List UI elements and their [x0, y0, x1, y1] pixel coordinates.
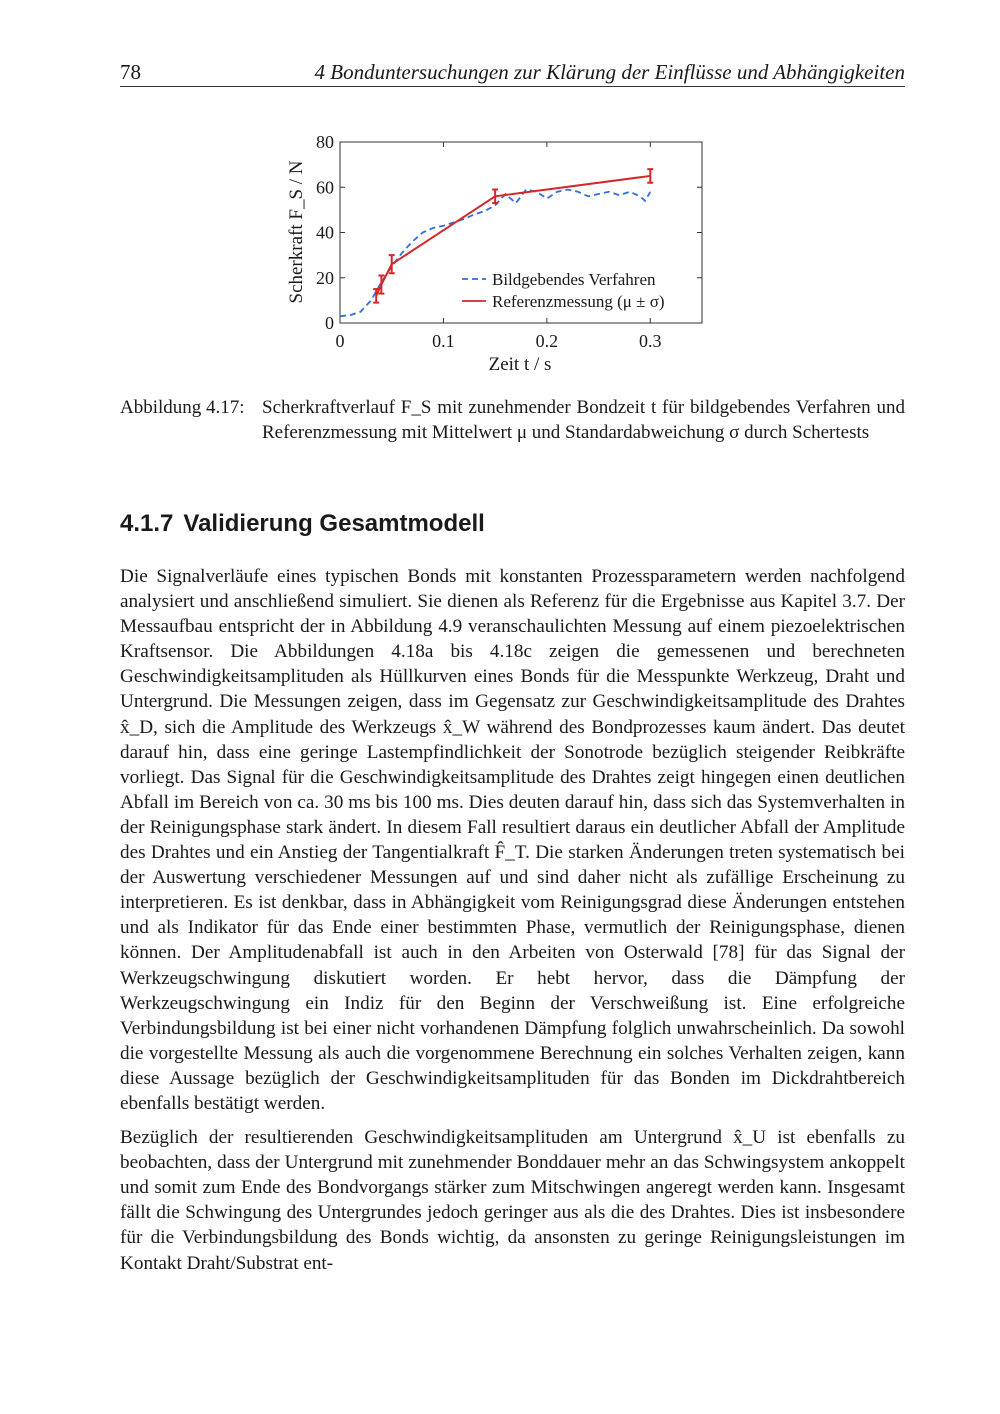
y-tick-label: 60: [316, 177, 334, 198]
figure-caption-text: Scherkraftverlauf F_S mit zunehmender Bondzeit t für bildgebendes Verfahren und Referenzmessung mit Mittelwert μ und Standardabweichung σ durch Schertests: [262, 397, 905, 443]
x-tick-label: 0: [335, 331, 345, 351]
legend: [457, 264, 695, 316]
x-tick-label: 0.2: [535, 331, 559, 351]
legend-imaging-label: Bildgebendes Verfahren: [492, 270, 656, 289]
legend-reference-label: Referenzmessung (μ ± σ): [492, 292, 665, 311]
y-tick-label: 0: [325, 313, 334, 333]
section-title: Validierung Gesamtmodell: [183, 510, 485, 537]
x-tick-label: 0.1: [432, 331, 455, 351]
section-number: 4.1.7: [120, 510, 174, 537]
y-tick-label: 40: [316, 222, 334, 243]
y-tick-labels: [316, 132, 334, 333]
x-tick-label: 0.3: [639, 331, 662, 351]
shear-force-chart: [270, 128, 720, 378]
paragraph-2: Bezüglich der resultierenden Geschwindigkeitsamplituden am Untergrund x̂_U ist ebenfalls zu beobachten, dass der Untergrund mit zunehmender Bonddauer mehr an das Schwingsystem ankoppelt und somit zum Ende des Bondvorgangs stärker zum Mitschwingen angeregt werden kann. Insgesamt fällt die Schwingung des Untergrundes jedoch geringer aus als die des Drahtes. Dies ist insbesondere für die Verbindungsbildung des Bonds wichtig, da ansonsten zu geringe Reinigungsleistungen im Kontakt Draht/Substrat ent-: [120, 1127, 905, 1274]
y-tick-label: 20: [316, 267, 334, 288]
x-tick-labels: [336, 331, 662, 351]
figure-label: Abbildung 4.17:: [120, 397, 245, 418]
body-text: [120, 564, 905, 1285]
figure-caption: [120, 395, 905, 445]
page-header: [120, 60, 905, 87]
y-axis-label: Scherkraft F_S / N: [286, 160, 307, 304]
x-axis-label: Zeit t / s: [488, 354, 552, 375]
y-tick-label: 80: [316, 132, 334, 152]
chapter-title: 4 Bonduntersuchungen zur Klärung der Einflüsse und Abhängigkeiten: [314, 60, 905, 84]
page-number: 78: [120, 60, 141, 84]
paragraph-1: Die Signalverläufe eines typischen Bonds mit konstanten Prozessparametern werden nachfolgend analysiert und anschließend simuliert. Sie dienen als Referenz für die Ergebnisse aus Kapitel 3.7. Der Messaufbau entspricht der in Abbildung 4.9 veranschaulichten Messung auf einem piezoelektrischen Kraftsensor. Die Abbildungen 4.18a bis 4.18c zeigen die gemessenen und berechneten Geschwindigkeitsamplituden als Hüllkurven eines Bonds für die Messpunkte Werkzeug, Draht und Untergrund. Die Messungen zeigen, dass im Gegensatz zur Geschwindigkeitsamplitude des Drahtes x̂_D, sich die Amplitude des Werkzeugs x̂_W während des Bondprozesses kaum ändert. Das deutet darauf hin, dass eine geringe Lastempfindlichkeit der Sonotrode bezüglich steigender Reibkräfte vorliegt. Das Signal für die Geschwindigkeitsamplitude des Drahtes zeigt hingegen einen deutlichen Abfall im Bereich von ca. 30 ms bis 100 ms. Dies deuten darauf hin, dass sich das Systemverhalten in der Reinigungsphase stark ändert. In diesem Fall resultiert daraus ein deutlicher Abfall der Amplitude des Drahtes und ein Anstieg der Tangentialkraft F̂_T. Die starken Änderungen treten systematisch bei der Auswertung verschiedener Messungen auf und sind daher nicht als zufällige Erscheinung zu interpretieren. Es ist denkbar, dass in Abhängigkeit vom Reinigungsgrad diese Änderungen entstehen und als Indikator für das Ende einer bestimmten Phase, vermutlich der Reinigungsphase, dienen können. Der Amplitudenabfall ist auch in den Arbeiten von Osterwald [78] für das Signal der Werkzeugschwingung diskutiert worden. Er hebt hervor, dass die Dämpfung der Werkzeugschwingung ein Indiz für den Beginn der Verschweißung ist. Eine erfolgreiche Verbindungsbildung ist bei einer nicht vorhandenen Dämpfung folglich unwahrscheinlich. Da sowohl die vorgestellte Messung als auch die vorgenommene Berechnung ein solches Verhalten zeigen, kann diese Aussage bezüglich der Geschwindigkeitsamplituden für das Bonden im Dickdrahtbereich ebenfalls bestätigt werden.: [120, 566, 905, 1114]
section-heading: [120, 510, 485, 538]
